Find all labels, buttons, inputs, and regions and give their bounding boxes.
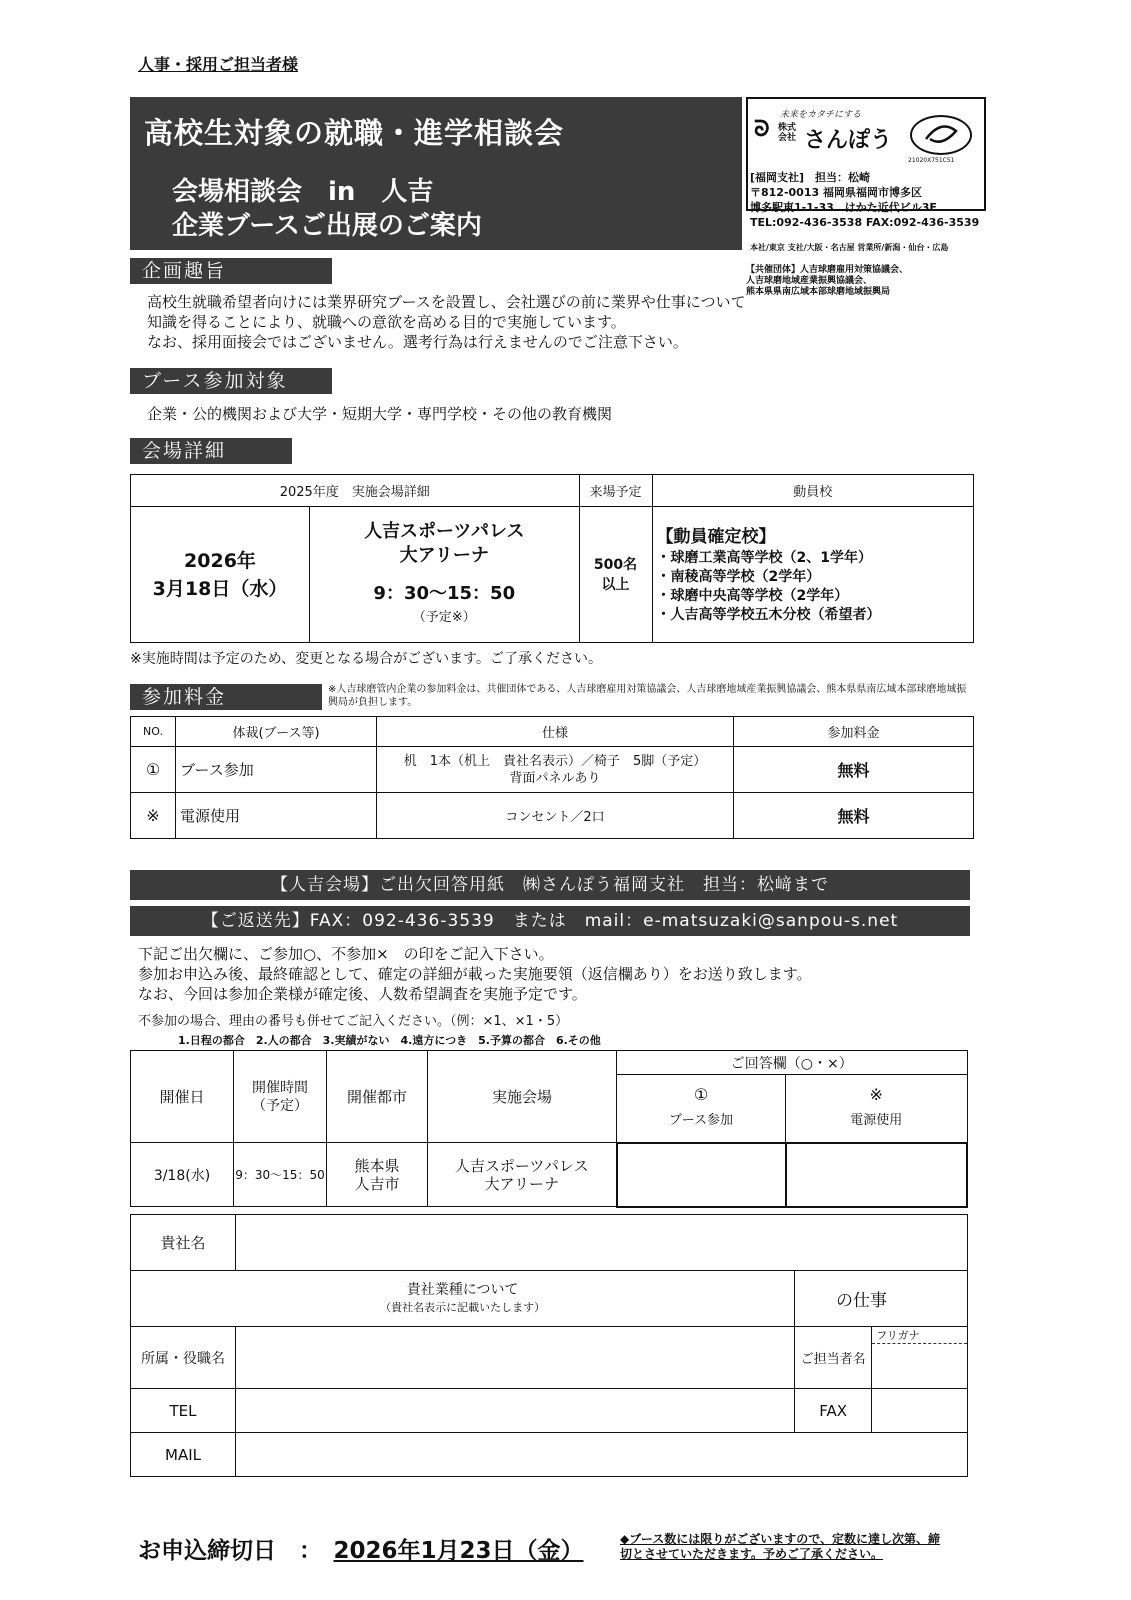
schools-title: 【動員確定校】 bbox=[656, 526, 776, 547]
main-title: 高校生対象の就職・進学相談会 bbox=[144, 116, 565, 150]
addressee: 人事・採用ご担当者様 bbox=[138, 55, 299, 74]
attendance-date: 3/18(水) bbox=[131, 1143, 234, 1207]
venue-place-name: 人吉スポーツパレス bbox=[364, 520, 525, 542]
mail-field[interactable] bbox=[236, 1433, 968, 1477]
fee-no: ① bbox=[131, 747, 176, 793]
purpose-line: なお、採用面接会ではございません。選考行為は行えませんのでご注意下さい。 bbox=[147, 333, 688, 351]
venue-date-year: 2026年 bbox=[184, 549, 256, 572]
company-name: さんぽう bbox=[804, 128, 893, 153]
co-hosts bbox=[746, 265, 908, 298]
attendance-table bbox=[130, 1050, 968, 1208]
contact-form bbox=[130, 1214, 968, 1477]
attendance-header-booth bbox=[617, 1075, 786, 1143]
booth-answer-cell[interactable] bbox=[617, 1143, 786, 1207]
response-instructions bbox=[138, 944, 812, 1004]
purpose-line: 知識を得ることにより、就職への意欲を高める目的で実施しています。 bbox=[147, 313, 626, 331]
instruction-line: 参加お申込み後、最終確認として、確定の詳細が載った実施要領（返信欄あり）をお送り致します。 bbox=[138, 965, 812, 983]
fees-header-no: NO. bbox=[131, 717, 176, 747]
department-field[interactable] bbox=[236, 1327, 795, 1389]
company-name-label: 貴社名 bbox=[131, 1215, 236, 1271]
booth-mark: ① bbox=[693, 1085, 709, 1105]
co-host-2: 人吉球磨地域産業振興協議会、 bbox=[746, 276, 873, 286]
industry-label-line: 貴社業種について bbox=[406, 1281, 519, 1298]
school-item: ・球磨中央高等学校（2学年） bbox=[656, 587, 849, 604]
instruction-line: なお、今回は参加企業様が確定後、人数希望調査を実施予定です。 bbox=[138, 985, 587, 1003]
attendance-row bbox=[131, 1143, 968, 1207]
subtitle-venue: 会場相談会 in 人吉 bbox=[172, 177, 434, 207]
fee-type: ブース参加 bbox=[176, 747, 377, 793]
venue-time-note: （予定※） bbox=[412, 609, 476, 625]
venue-header-schools: 動員校 bbox=[652, 475, 973, 507]
deadline-note: ◆ブース数には限りがございますので、定数に達し次第、締切とさせていただきます。予めご了承ください。 bbox=[620, 1532, 941, 1561]
venue-hall: 大アリーナ bbox=[484, 1174, 559, 1193]
visitors-count: 500名 bbox=[593, 556, 638, 573]
certification-number: 21020X751C51 bbox=[908, 157, 955, 164]
attendance-header-venue: 実施会場 bbox=[428, 1051, 617, 1143]
venue-name: 人吉スポーツパレス bbox=[454, 1156, 589, 1175]
fees-header-type: 体裁(ブース等) bbox=[176, 717, 377, 747]
fee-spec: コンセント／2口 bbox=[377, 793, 734, 839]
industry-suffix: の仕事 bbox=[836, 1291, 887, 1311]
fax-field[interactable] bbox=[872, 1389, 968, 1433]
deadline bbox=[138, 1532, 584, 1565]
venue-date-day: 3月18日（水） bbox=[152, 577, 288, 600]
school-item: ・南稜高等学校（2学年） bbox=[656, 568, 821, 585]
venue-heading: 会場詳細 bbox=[130, 438, 292, 464]
attendance-header-time-2: （予定） bbox=[252, 1097, 308, 1114]
venue-note: ※実施時間は予定のため、変更となる場合がございます。ご了承ください。 bbox=[130, 651, 603, 667]
fee-amount: 無料 bbox=[734, 793, 974, 839]
fees-header-spec: 仕様 bbox=[377, 717, 734, 747]
kaisha-label: 株式会社 bbox=[778, 123, 797, 143]
tel-label: TEL bbox=[131, 1389, 236, 1433]
department-label: 所属・役職名 bbox=[131, 1327, 236, 1389]
fee-type: 電源使用 bbox=[176, 793, 377, 839]
city-name: 人吉市 bbox=[354, 1174, 400, 1193]
co-host-3: 熊本県県南広域本部球磨地域振興局 bbox=[746, 287, 891, 297]
attendance-header-date: 開催日 bbox=[131, 1051, 234, 1143]
venue-time: 9：30～15：50 bbox=[373, 582, 516, 604]
co-host-1: 【共催団体】人吉球磨雇用対策協議会、 bbox=[746, 265, 909, 275]
deadline-label: お申込締切日 ： bbox=[138, 1538, 334, 1564]
industry-field[interactable] bbox=[795, 1271, 968, 1327]
attendance-time: 9：30～15：50 bbox=[234, 1143, 327, 1207]
power-mark: ※ bbox=[869, 1085, 883, 1105]
attendance-city bbox=[327, 1143, 428, 1207]
fee-spec-line: 背面パネルあり bbox=[509, 770, 601, 786]
venue-visitors bbox=[579, 507, 652, 643]
branch-contact: [福岡支社] 担当：松崎 bbox=[750, 171, 871, 184]
venue-header-detail: 2025年度 実施会場詳細 bbox=[131, 475, 580, 507]
venue-date bbox=[131, 507, 310, 643]
branch-info bbox=[750, 170, 982, 230]
fax-label: FAX bbox=[795, 1389, 872, 1433]
fee-no: ※ bbox=[131, 793, 176, 839]
nonattend-instruction: 不参加の場合、理由の番号も併せてご記入ください。（例：×1、×1・5） bbox=[138, 1014, 569, 1029]
fee-amount: 無料 bbox=[734, 747, 974, 793]
visitors-suffix: 以上 bbox=[601, 576, 630, 593]
venue-header-visitors: 来場予定 bbox=[579, 475, 652, 507]
school-item: ・人吉高等学校五木分校（希望者） bbox=[656, 606, 881, 623]
attendance-header-time-1: 開催時間 bbox=[252, 1079, 308, 1096]
instruction-line: 下記ご出欠欄に、ご参加○、不参加× の印をご記入下さい。 bbox=[138, 945, 554, 963]
fee-spec-line: 机 1本（机上 貴社名表示）／椅子 5脚（予定） bbox=[403, 753, 707, 769]
attendance-header-power bbox=[786, 1075, 968, 1143]
contact-person-field[interactable] bbox=[872, 1327, 968, 1389]
purpose-text bbox=[147, 292, 746, 352]
purpose-line: 高校生就職希望者向けには業界研究ブースを設置し、会社選びの前に業界や仕事について bbox=[147, 293, 746, 311]
school-item: ・球磨工業高等学校（2、1学年） bbox=[656, 549, 872, 566]
company-offices: 本社/東京 支社/大阪・名古屋 営業所/新潟・仙台・広島 bbox=[750, 243, 949, 252]
tel-field[interactable] bbox=[236, 1389, 795, 1433]
furigana-label: フリガナ bbox=[872, 1327, 967, 1344]
company-name-field[interactable] bbox=[236, 1215, 968, 1271]
fees-row bbox=[131, 747, 974, 793]
branch-address: 博多駅東1-1-33 はかた近代ビル3F bbox=[750, 201, 937, 214]
fees-row bbox=[131, 793, 974, 839]
booth-label: ブース参加 bbox=[669, 1113, 733, 1129]
power-answer-cell[interactable] bbox=[786, 1143, 968, 1207]
certification-logo-icon bbox=[910, 115, 972, 155]
city-prefecture: 熊本県 bbox=[354, 1156, 400, 1175]
response-bar-return: 【ご返送先】FAX：092-436-3539 または mail：e-matsuzaki@sanpou-s.net bbox=[130, 906, 970, 936]
fees-note: ※人吉球磨管内企業の参加料金は、共催団体である、人吉球磨雇用対策協議会、人吉球磨地域産業振興協議会、熊本県県南広域本部球磨地域振興局が負担します。 bbox=[328, 684, 967, 708]
response-bar-title: 【人吉会場】ご出欠回答用紙 ㈱さんぽう福岡支社 担当：松﨑まで bbox=[130, 870, 970, 900]
fees-table bbox=[130, 716, 974, 839]
venue-place bbox=[310, 507, 580, 643]
attendance-header-time bbox=[234, 1051, 327, 1143]
target-heading: ブース参加対象 bbox=[130, 368, 332, 394]
company-logo-icon: ᘐ bbox=[754, 117, 770, 142]
industry-label bbox=[131, 1271, 795, 1327]
target-text: 企業・公的機関および大学・短期大学・専門学校・その他の教育機関 bbox=[147, 405, 613, 423]
industry-label-note: （貴社名表示に記載いたします） bbox=[380, 1300, 546, 1314]
company-slogan: 未来をカタチにする bbox=[780, 110, 862, 120]
title-banner bbox=[130, 97, 742, 250]
attendance-header-answer: ご回答欄（○・×） bbox=[617, 1051, 968, 1075]
fees-heading: 参加料金 bbox=[130, 684, 322, 710]
power-label: 電源使用 bbox=[850, 1113, 903, 1129]
fees-header-fee: 参加料金 bbox=[734, 717, 974, 747]
venue-schools bbox=[652, 507, 973, 643]
purpose-heading: 企画趣旨 bbox=[130, 258, 332, 284]
attendance-header-city: 開催都市 bbox=[327, 1051, 428, 1143]
venue-table bbox=[130, 474, 974, 643]
attendance-venue bbox=[428, 1143, 617, 1207]
nonattend-reasons: 1.日程の都合 2.人の都合 3.実績がない 4.遠方につき 5.予算の都合 6.その他 bbox=[178, 1034, 601, 1047]
mail-label: MAIL bbox=[131, 1433, 236, 1477]
deadline-date: 2026年1月23日（金） bbox=[333, 1538, 584, 1564]
subtitle-invitation: 企業ブースご出展のご案内 bbox=[172, 211, 482, 241]
venue-place-hall: 大アリーナ bbox=[399, 544, 489, 566]
branch-postal: 〒812-0013 福岡県福岡市博多区 bbox=[750, 186, 922, 199]
contact-person-label: ご担当者名 bbox=[795, 1327, 872, 1389]
fee-spec bbox=[377, 747, 734, 793]
branch-phone: TEL:092-436-3538 FAX:092-436-3539 bbox=[750, 216, 980, 229]
